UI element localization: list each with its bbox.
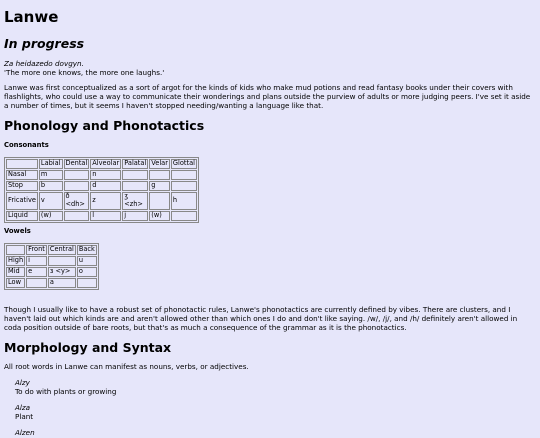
consonant-cell: b bbox=[39, 181, 63, 191]
consonant-cell bbox=[64, 211, 90, 221]
root-word: Alzy bbox=[15, 377, 30, 387]
vowel-cell: u bbox=[77, 256, 97, 266]
consonant-cell bbox=[6, 159, 38, 169]
consonant-header-row bbox=[6, 159, 197, 169]
page-title: Lanwe bbox=[4, 8, 59, 26]
consonant-cell bbox=[149, 170, 170, 180]
consonant-cell: Liquid bbox=[6, 211, 38, 221]
vowel-cell: o bbox=[77, 267, 97, 277]
consonant-cell bbox=[171, 211, 197, 221]
consonant-row bbox=[6, 192, 197, 210]
vowel-cell: Front bbox=[28, 245, 45, 254]
status-subtitle: In progress bbox=[4, 36, 85, 51]
vowel-cell: a bbox=[48, 278, 76, 288]
vowel-row bbox=[6, 278, 97, 288]
consonant-cell: d bbox=[90, 181, 121, 191]
consonant-cell: Palatal bbox=[124, 159, 147, 168]
root-list bbox=[4, 379, 536, 438]
consonant-cell bbox=[64, 181, 90, 191]
intro-paragraph: Lanwe was first conceptualized as a sort of argot for the kinds of kids who make mud potions and read fantasy books under their covers with flashlights, who could use a way to communicate their wonderings and plans outside the purview of adults or more judging peers. I've set it aside a number of times, but it seems I haven't stopped needing/wanting a language like that. bbox=[4, 83, 531, 110]
consonant-cell: Glottal bbox=[172, 159, 195, 168]
phonotactics-paragraph: Though I usually like to have a robust set of phonotactic rules, Lanwe's phonotactics are currently defined by vibes. There are clusters, and I haven't laid out which kinds are and aren't allowed other than which ones I do and don't like saying. /w/, /j/, and /h/ definitely aren't allowed in coda position outside of bare roots, but that's as much a consequence of the grammar as it is the phonotactics. bbox=[4, 305, 518, 332]
epigraph-conlang: Za heidazedo dovgyn. bbox=[4, 59, 84, 68]
vowel-row bbox=[6, 256, 97, 266]
consonant-cell bbox=[149, 192, 170, 210]
root-gloss: To do with plants or growing bbox=[15, 386, 117, 396]
vowel-header-row bbox=[6, 245, 97, 255]
consonant-cell: ʒ <zh> bbox=[122, 192, 148, 210]
vowel-cell: Mid bbox=[6, 267, 25, 277]
vowel-cell: e bbox=[26, 267, 47, 277]
consonant-cell: m bbox=[39, 170, 63, 180]
vowel-cell bbox=[26, 278, 47, 288]
consonant-cell: Velar bbox=[151, 159, 168, 168]
consonant-cell bbox=[171, 170, 197, 180]
vowels-table bbox=[4, 243, 99, 290]
vowel-cell: i bbox=[26, 256, 47, 266]
root-word: Alzen bbox=[15, 428, 35, 438]
consonant-cell: Nasal bbox=[6, 170, 38, 180]
consonant-cell: n bbox=[90, 170, 121, 180]
consonant-cell: z bbox=[90, 192, 121, 210]
root-word: Alza bbox=[15, 403, 31, 413]
consonant-cell: (w) bbox=[39, 211, 63, 221]
consonant-cell bbox=[171, 181, 197, 191]
consonant-cell bbox=[122, 170, 148, 180]
vowel-cell: Central bbox=[49, 245, 74, 254]
consonant-cell: Labial bbox=[40, 159, 61, 168]
consonant-cell: Dental bbox=[65, 159, 88, 168]
morphology-intro: All root words in Lanwe can manifest as nouns, verbs, or adjectives. bbox=[4, 362, 249, 372]
vowel-cell bbox=[48, 256, 76, 266]
consonant-cell: Alveolar bbox=[92, 159, 120, 168]
vowel-cell bbox=[6, 245, 25, 255]
consonant-cell bbox=[64, 170, 90, 180]
consonant-cell: g bbox=[149, 181, 170, 191]
consonant-cell: Stop bbox=[6, 181, 38, 191]
epigraph-translation: 'The more one knows, the more one laughs.' bbox=[4, 67, 165, 77]
vowel-cell bbox=[77, 278, 97, 288]
consonant-cell: l bbox=[90, 211, 121, 221]
consonant-cell: Fricative bbox=[6, 192, 38, 210]
consonant-row bbox=[6, 170, 197, 180]
consonant-cell: j bbox=[122, 211, 148, 221]
consonant-cell: v bbox=[39, 192, 63, 210]
phonology-heading: Phonology and Phonotactics bbox=[4, 118, 205, 134]
consonant-cell: (w) bbox=[149, 211, 170, 221]
vowel-row bbox=[6, 267, 97, 277]
consonant-row bbox=[6, 181, 197, 191]
morphology-heading: Morphology and Syntax bbox=[4, 340, 172, 356]
consonant-cell: ð <dh> bbox=[64, 192, 90, 210]
consonant-cell: h bbox=[171, 192, 197, 210]
consonants-table bbox=[4, 157, 199, 223]
consonant-row bbox=[6, 211, 197, 221]
consonants-heading: Consonants bbox=[4, 141, 49, 150]
vowel-cell: High bbox=[8, 256, 24, 265]
vowel-cell: ɜ <y> bbox=[48, 267, 76, 277]
root-gloss: Plant bbox=[15, 411, 34, 421]
vowels-heading: Vowels bbox=[4, 227, 31, 236]
epigraph bbox=[4, 60, 536, 77]
vowel-cell: Back bbox=[78, 245, 95, 254]
consonant-cell bbox=[122, 181, 148, 191]
vowel-cell: Low bbox=[6, 278, 25, 288]
